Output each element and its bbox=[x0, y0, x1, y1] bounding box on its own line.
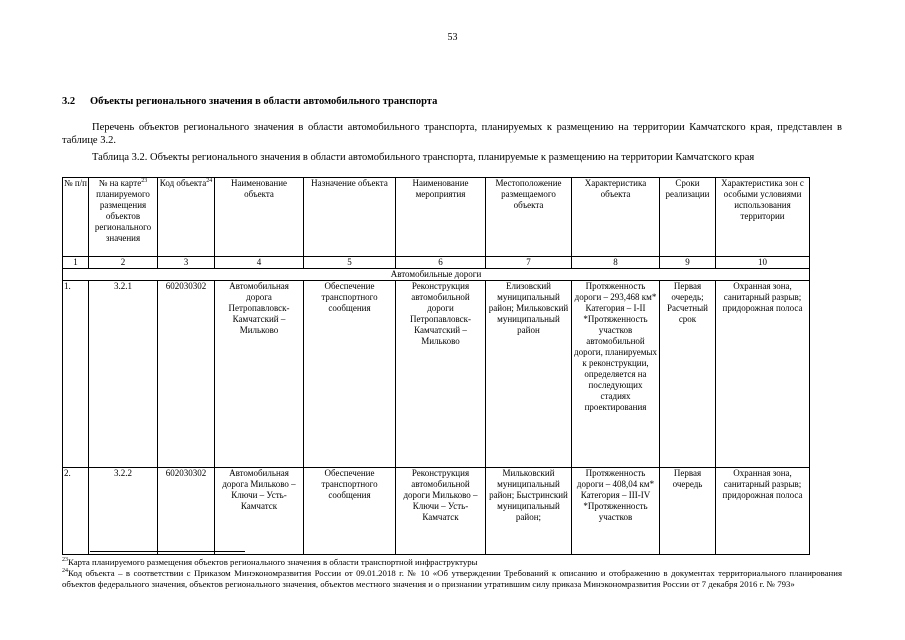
header-zones: Характеристика зон с особыми условиями использования территории bbox=[716, 178, 810, 257]
header-characteristic: Характеристика объекта bbox=[572, 178, 660, 257]
header-number: № п/п bbox=[63, 178, 89, 257]
header-location: Местоположение размещаемого объекта bbox=[486, 178, 572, 257]
cell-terms: Первая очередь; Расчетный срок bbox=[660, 281, 716, 468]
page-number: 53 bbox=[447, 32, 458, 43]
table-header-row bbox=[63, 178, 810, 257]
column-number: 7 bbox=[486, 257, 572, 269]
intro-paragraph: Перечень объектов регионального значения в области автомобильного транспорта, планируемых к размещению на территории Камчатского края, представлен в таблице 3.2. bbox=[62, 122, 842, 146]
header-name: Наименование объекта bbox=[215, 178, 304, 257]
cell-name: Автомобильная дорога Мильково – Ключи – Усть-Камчатск bbox=[215, 468, 304, 555]
cell-zones: Охранная зона, санитарный разрыв; придорожная полоса bbox=[716, 281, 810, 468]
cell-zones: Охранная зона, санитарный разрыв; придорожная полоса bbox=[716, 468, 810, 555]
header-purpose: Назначение объекта bbox=[304, 178, 396, 257]
cell-name: Автомобильная дорога Петропавловск-Камчатский – Мильково bbox=[215, 281, 304, 468]
footnote bbox=[62, 568, 842, 590]
section-title: Объекты регионального значения в области автомобильного транспорта bbox=[90, 96, 438, 107]
column-number: 2 bbox=[89, 257, 158, 269]
column-number: 9 bbox=[660, 257, 716, 269]
cell-purpose: Обеспечение транспортного сообщения bbox=[304, 281, 396, 468]
column-number: 10 bbox=[716, 257, 810, 269]
column-number: 8 bbox=[572, 257, 660, 269]
cell-characteristic: Протяженность дороги – 408,04 км* Категория – III-IV *Протяженность участков bbox=[572, 468, 660, 555]
cell-map-number: 3.2.2 bbox=[89, 468, 158, 555]
table-caption: Таблица 3.2. Объекты регионального значения в области автомобильного транспорта, планируемые к размещению на территории Камчатского края bbox=[92, 152, 755, 163]
cell-location: Мильковский муниципальный район; Быстринский муниципальный район; bbox=[486, 468, 572, 555]
objects-table bbox=[62, 177, 810, 555]
footnote-text: Код объекта – в соответствии с Приказом Минэкономразвития России от 09.01.2018 г. № 10 «Об утверждении Требований к описанию и отображению в документах территориального планирования объектов федерального значения, объектов регионального значения, объектов местного значения и о признании утратившим силу приказа Минэкономразвития России от 7 декабря 2016 г. № 793» bbox=[62, 568, 842, 589]
cell-code: 602030302 bbox=[158, 281, 215, 468]
footnote-mark: 23 bbox=[62, 557, 68, 563]
section-number: 3.2 bbox=[62, 96, 76, 107]
cell-code: 602030302 bbox=[158, 468, 215, 555]
cell-number: 2. bbox=[63, 468, 89, 555]
header-terms: Сроки реализации bbox=[660, 178, 716, 257]
footnotes bbox=[62, 557, 842, 590]
column-number: 6 bbox=[396, 257, 486, 269]
column-number: 1 bbox=[63, 257, 89, 269]
cell-measure: Реконструкция автомобильной дороги Мильково – Ключи – Усть-Камчатск bbox=[396, 468, 486, 555]
footnote-text: Карта планируемого размещения объектов регионального значения в области транспортной инфраструктуры bbox=[68, 557, 478, 567]
cell-map-number: 3.2.1 bbox=[89, 281, 158, 468]
header-measure: Наименование мероприятия bbox=[396, 178, 486, 257]
footnote-mark: 24 bbox=[62, 568, 68, 574]
table-row bbox=[63, 468, 810, 555]
header-map-number: № на карте$^{23}$ планируемого размещения объектов регионального значения bbox=[89, 178, 158, 257]
table-row bbox=[63, 281, 810, 468]
cell-terms: Первая очередь bbox=[660, 468, 716, 555]
section-heading bbox=[62, 96, 842, 107]
footnote-ref-24: 24 bbox=[206, 178, 213, 184]
cell-location: Елизовский муниципальный район; Мильковский муниципальный район bbox=[486, 281, 572, 468]
column-number: 5 bbox=[304, 257, 396, 269]
cell-measure: Реконструкция автомобильной дороги Петропавловск-Камчатский – Мильково bbox=[396, 281, 486, 468]
group-title: Автомобильные дороги bbox=[63, 269, 810, 281]
footnote-ref-23: 23 bbox=[141, 178, 148, 184]
cell-number: 1. bbox=[63, 281, 89, 468]
cell-purpose: Обеспечение транспортного сообщения bbox=[304, 468, 396, 555]
cell-characteristic: Протяженность дороги – 293,468 км* Категория – I-II *Протяженность участков автомобильной дороги, планируемых к реконструкции, определяется на последующих стадиях проектирования bbox=[572, 281, 660, 468]
footnote-divider bbox=[90, 551, 245, 552]
column-number: 4 bbox=[215, 257, 304, 269]
column-number-row bbox=[63, 257, 810, 269]
header-code: Код объекта$^{24}$ bbox=[158, 178, 215, 257]
group-row bbox=[63, 269, 810, 281]
column-number: 3 bbox=[158, 257, 215, 269]
footnote bbox=[62, 557, 842, 568]
